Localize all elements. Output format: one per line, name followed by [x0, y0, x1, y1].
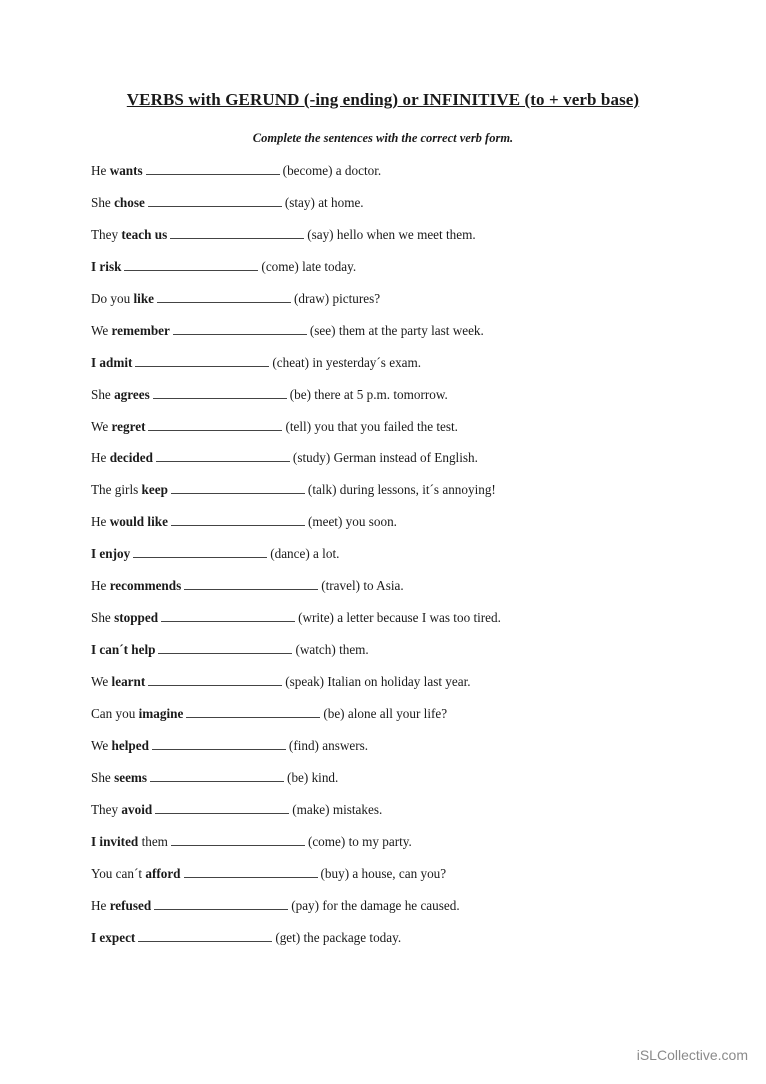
sentence-item: [91, 610, 711, 642]
target-verb: wants: [109, 163, 143, 178]
base-verb-hint: (stay): [284, 194, 315, 210]
answer-blank[interactable]: [171, 834, 305, 846]
sentence-prefix: They: [91, 801, 122, 817]
sentence-item: [91, 259, 711, 291]
instructions: Complete the sentences with the correct verb form.: [252, 131, 514, 145]
sentence-item: [91, 323, 711, 355]
sentence-item: [91, 195, 711, 227]
base-verb-hint: (study): [292, 450, 331, 466]
base-verb-hint: (tell): [285, 418, 312, 434]
sentence-ending: them.: [335, 642, 369, 658]
sentence-item: [91, 227, 711, 259]
sentence-ending: answers.: [318, 737, 369, 753]
answer-blank[interactable]: [154, 898, 288, 910]
answer-blank[interactable]: [133, 546, 267, 558]
sentence-ending: alone all your life?: [344, 705, 448, 721]
target-verb: teach us: [121, 226, 168, 242]
answer-blank[interactable]: [184, 578, 318, 590]
target-verb: avoid: [121, 801, 153, 817]
sentence-ending: pictures?: [329, 290, 381, 306]
base-verb-hint: (dance): [270, 546, 310, 562]
sentence-object: them: [138, 833, 168, 849]
sentence-prefix: She: [91, 386, 115, 402]
sentence-prefix: They: [91, 226, 122, 242]
sentence-ending: a lot.: [309, 546, 340, 562]
base-verb-hint: (be): [287, 769, 309, 785]
sentence-prefix: We: [91, 674, 112, 689]
base-verb-hint: (watch): [295, 642, 336, 658]
answer-blank[interactable]: [148, 195, 282, 207]
sentence-ending: in yesterday´s exam.: [309, 354, 422, 370]
base-verb-hint: (travel): [321, 578, 361, 594]
base-verb-hint: (make): [292, 801, 330, 817]
sentence-ending: the package today.: [300, 929, 402, 945]
sentence-prefix: He: [91, 450, 110, 466]
target-verb: imagine: [138, 705, 184, 721]
sentence-ending: you that you failed the test.: [311, 418, 458, 434]
sentence-prefix: The girls: [91, 482, 142, 498]
sentence-prefix: She: [91, 769, 115, 785]
sentence-prefix: Do you: [91, 290, 134, 306]
target-verb: decided: [109, 450, 153, 466]
answer-blank[interactable]: [158, 642, 292, 654]
sentence-list: [91, 163, 711, 961]
base-verb-hint: (pay): [291, 897, 320, 913]
target-verb: refused: [109, 897, 152, 913]
worksheet-title: VERBS with GERUND (-ing ending) or INFINITIVE (to + verb base): [126, 90, 640, 109]
answer-blank[interactable]: [156, 450, 290, 462]
watermark: iSLCollective.com: [636, 1047, 748, 1063]
answer-blank[interactable]: [157, 291, 291, 303]
target-verb: afford: [145, 865, 181, 881]
sentence-prefix: We: [91, 322, 112, 338]
base-verb-hint: (come): [307, 833, 346, 849]
answer-blank[interactable]: [150, 770, 284, 782]
sentence-item: [91, 930, 711, 962]
target-verb: keep: [141, 482, 168, 498]
answer-blank[interactable]: [173, 323, 307, 335]
target-verb: I enjoy: [91, 546, 131, 562]
sentence-ending: to my party.: [345, 833, 412, 849]
base-verb-hint: (get): [275, 929, 301, 945]
sentence-ending: German instead of English.: [330, 450, 478, 466]
answer-blank[interactable]: [138, 930, 272, 942]
answer-blank[interactable]: [148, 674, 282, 686]
target-verb: I risk: [91, 258, 122, 274]
answer-blank[interactable]: [170, 227, 304, 239]
answer-blank[interactable]: [135, 355, 269, 367]
sentence-item: [91, 642, 711, 674]
sentence-item: [91, 834, 711, 866]
base-verb-hint: (see): [309, 322, 336, 338]
sentence-item: [91, 898, 711, 930]
target-verb: I invited: [91, 833, 139, 849]
sentence-prefix: He: [91, 163, 110, 178]
sentence-ending: Italian on holiday last year.: [324, 674, 471, 689]
base-verb-hint: (speak): [285, 674, 325, 689]
target-verb: learnt: [111, 674, 146, 689]
base-verb-hint: (say): [307, 226, 334, 242]
sentence-prefix: He: [91, 578, 110, 594]
target-verb: I expect: [91, 929, 136, 945]
answer-blank[interactable]: [124, 259, 258, 271]
target-verb: helped: [111, 737, 149, 753]
base-verb-hint: (cheat): [272, 354, 310, 370]
answer-blank[interactable]: [155, 802, 289, 814]
sentence-item: [91, 482, 711, 514]
sentence-prefix: He: [91, 514, 110, 530]
sentence-ending: mistakes.: [329, 801, 383, 817]
sentence-ending: for the damage he caused.: [319, 897, 460, 913]
answer-blank[interactable]: [184, 866, 318, 878]
sentence-item: [91, 770, 711, 802]
target-verb: recommends: [109, 578, 182, 594]
target-verb: regret: [111, 418, 146, 434]
sentence-ending: at home.: [314, 194, 364, 210]
sentence-ending: kind.: [308, 769, 339, 785]
answer-blank[interactable]: [161, 610, 295, 622]
target-verb: stopped: [114, 610, 159, 626]
answer-blank[interactable]: [171, 482, 305, 494]
base-verb-hint: (be): [289, 386, 311, 402]
sentence-item: [91, 706, 711, 738]
sentence-ending: there at 5 p.m. tomorrow.: [310, 386, 448, 402]
base-verb-hint: (talk): [307, 482, 337, 498]
target-verb: chose: [114, 194, 145, 210]
sentence-item: [91, 802, 711, 834]
answer-blank[interactable]: [153, 387, 287, 399]
base-verb-hint: (buy): [320, 865, 350, 881]
answer-blank[interactable]: [148, 419, 282, 431]
sentence-item: [91, 450, 711, 482]
base-verb-hint: (write): [298, 610, 334, 626]
sentence-item: [91, 738, 711, 770]
sentence-ending: to Asia.: [360, 578, 404, 594]
answer-blank[interactable]: [186, 706, 320, 718]
sentence-item: [91, 546, 711, 578]
sentence-item: [91, 578, 711, 610]
target-verb: agrees: [114, 386, 150, 402]
sentence-item: [91, 514, 711, 546]
base-verb-hint: (draw): [294, 290, 330, 306]
sentence-item: [91, 291, 711, 323]
sentence-ending: a doctor.: [332, 163, 382, 178]
sentence-item: [91, 419, 711, 451]
sentence-prefix: He: [91, 897, 110, 913]
sentence-ending: them at the party last week.: [335, 322, 484, 338]
sentence-ending: you soon.: [342, 514, 397, 530]
sentence-ending: a house, can you?: [349, 865, 447, 881]
sentence-prefix: You can´t: [91, 865, 146, 881]
target-verb: seems: [114, 769, 148, 785]
base-verb-hint: (be): [323, 705, 345, 721]
sentence-ending: hello when we meet them.: [333, 226, 476, 242]
sentence-ending: a letter because I was too tired.: [333, 610, 501, 626]
base-verb-hint: (find): [288, 737, 319, 753]
target-verb: I can´t help: [91, 642, 156, 658]
sentence-item: [91, 866, 711, 898]
sentence-ending: during lessons, it´s annoying!: [336, 482, 496, 498]
sentence-ending: late today.: [298, 258, 357, 274]
sentence-item: [91, 163, 711, 195]
sentence-item: [91, 355, 711, 387]
answer-blank[interactable]: [152, 738, 286, 750]
base-verb-hint: (become): [282, 163, 333, 178]
sentence-prefix: We: [91, 737, 112, 753]
base-verb-hint: (meet): [307, 514, 343, 530]
base-verb-hint: (come): [261, 258, 299, 274]
sentence-prefix: Can you: [91, 705, 139, 721]
sentence-prefix: She: [91, 194, 115, 210]
answer-blank[interactable]: [146, 163, 280, 175]
target-verb: I admit: [91, 354, 133, 370]
sentence-item: [91, 387, 711, 419]
target-verb: remember: [111, 322, 170, 338]
answer-blank[interactable]: [171, 514, 305, 526]
sentence-prefix: She: [91, 610, 115, 626]
sentence-item: [91, 674, 711, 706]
target-verb: would like: [109, 514, 168, 530]
sentence-prefix: We: [91, 418, 112, 434]
target-verb: like: [133, 290, 155, 306]
